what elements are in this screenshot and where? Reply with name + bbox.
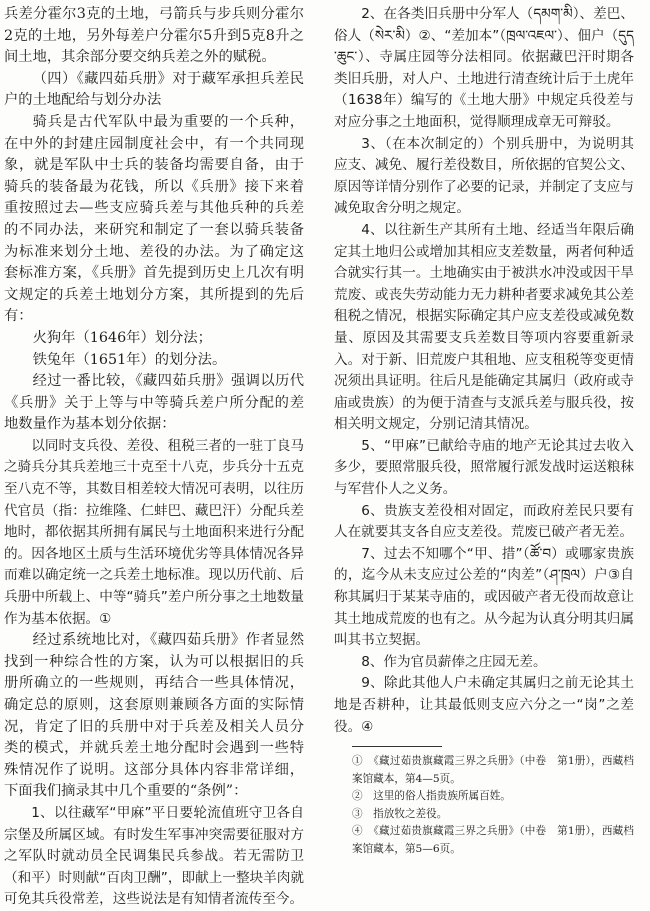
year-1651-line: 铁兔年（1651年）的划分法。 [32, 351, 227, 368]
footnote: ② 这里的俗人指贵族所属百姓。 [352, 790, 511, 803]
left-column [4, 4, 304, 911]
rule-9: 9、除此其他人户未确定其属归之前无论其土地是否耕种，让其最低则支应六分之一“岗”之差役。④ [334, 675, 634, 735]
footnote: ③ 指放牧之差役。 [352, 807, 448, 820]
footnote: ① 《藏过茹贵旗藏霞三界之兵册》（中卷 第1册），西藏档案馆藏本，第4—5页。 [352, 755, 634, 785]
rule-1: 1、以往藏军“甲麻”平日要轮流值班守卫各自宗堡及所属区域。有时发生军事冲突需要征服对方之军队时就动员全民调集民兵参战。若无需防卫（和平）时则献“百肉卫酬”，即献上一整块羊肉就可免其兵役常差，这些说法是有知情者流传至今。 [4, 804, 304, 908]
rule-4: 4、以往新生产其所有土地、经适当年限后确定其土地归公或增加其相应支差数量，两者何种适合就实行其一。土地确实由于被洪水冲没或因干旱荒废、或丧失劳动能力无力耕种者要求减免其公差租税之情况，根据实际确定其户应支差役或减免数量、原因及其需要支兵差数目等项内容要重新录入。对于新、旧荒废户其租地、应支租税等变更情况须出具证明。往后凡是能确定其属归（政府或寺庙或贵族）的为便于清查与支派兵差与服兵役，按相关明文规定，分别记清其情况。 [334, 221, 634, 433]
footnote: ④ 《藏过茹贵旗藏霞三界之兵册》（中卷 第1册），西藏档案馆藏本，第5—6页。 [352, 825, 634, 855]
rule-3: 3、（在本次制定的）个别兵册中，为说明其应支、减免、履行差役数目，所依据的官契公文、原因等详情分别作了必要的记录，并制定了支应与减免取舍分明之规定。 [334, 135, 634, 217]
rule-2: 2、在各类旧兵册中分军人（དམག་མི）、差巴、俗人（སེར་མི）②、“差加本”（ཁྲལ་འཇལ་）、佃户（དུད་ཆུང་）、寺属庄园等分法相同。依据藏巴汗时期各类旧兵册，对人户、土地进行清查统计后于土虎年（1638年）编写的《土地大册》中规定兵役差与对应分事之土地面积，觉得顺理成章无可辩驳。 [334, 6, 635, 130]
rule-7: 7、过去不知哪个“甲、措”（ཚོ་བ）或哪家贵族的，迄今从未支应过公差的“肉差”（ཤ་ཁྲལ）户③自称其属归于某某寺庙的，或因破产者无役而故意让其土地成荒废的也有之。从今起为认真分明其归属叫其书立契据。 [334, 545, 634, 649]
comparison-paragraph: 经过一番比较，《藏四茹兵册》强调以历代《兵册》关于上等与中等骑兵差户所分配的差地数量作为基本划分依据： [4, 373, 304, 433]
system-paragraph: 经过系统地比对，《藏四茹兵册》作者显然找到一种综合性的方案，认为可以根据旧的兵册所确立的一些规则，再结合一些具体情况，确定总的原则，这套原则兼顾各方面的实际情况，肯定了旧的兵册中对于兵差及相关人员分类的模式，并就兵差土地分配时会遇到一些特殊情况作了说明。这部分具体内容非常详细，下面我们摘录其中几个重要的“条例”： [4, 632, 304, 800]
tibetan-term: ཚོ་བ [529, 545, 552, 562]
cavalry-paragraph: 骑兵是古代军队中最为重要的一个兵种，在中外的封建庄园制度社会中，有一个共同现象，就是军队中士兵的装备均需要自备，由于骑兵的装备最为花钱，所以《兵册》接下来着重按照过去—些支应骑兵差与其他兵种的兵差的不同办法，来研究和制定了一套以骑兵装备为标准来划分土地、差役的办法。为了确定这套标准方案，《兵册》首先提到历史上几次有明文规定的兵差土地划分方案，其所提到的先后有： [4, 113, 304, 325]
rule-6: 6、贵族支差役相对固定，而政府差民只要有人在就要其支各自应支差役。荒废已破产者无差。 [334, 502, 634, 541]
intro-paragraph: 兵差分霍尔3克的土地，弓箭兵与步兵则分霍尔2克的土地，另外每差户分霍尔5升到5克8升之间土地，其余部分要交纳兵差之外的赋税。 [4, 6, 304, 66]
footnote-divider [352, 746, 442, 747]
tibetan-term: ཁྲལ་འཇལ་ [506, 27, 557, 44]
tibetan-term: དམག་མི [533, 6, 573, 22]
tibetan-term: ཤ་ཁྲལ [549, 567, 581, 584]
right-column [334, 4, 634, 858]
tibetan-term: སེར་མི [374, 27, 405, 44]
rule-5: 5、“甲麻”已献给寺庙的地产无论其过去收入多少，要照常服兵役，照常履行派发战时运送粮秣与军营仆人之义务。 [334, 437, 634, 498]
year-1646-line: 火狗年（1646年）划分法； [32, 329, 212, 346]
section-heading: （四）《藏四茹兵册》对于藏军承担兵差民户的土地配给与划分办法 [4, 70, 304, 109]
tibetan-term: དུད་ཆུང་ [334, 27, 635, 66]
basis-quote: 以同时支兵役、差役、租税三者的一驻丁良马之骑兵分其兵差地三十克至十八克，步兵分十五克至八克不等，其数目相差较大情况可表明，以往历代官员（指：拉维隆、仁蚌巴、藏巴汗）分配兵差地时，都依据其所拥有属民与土地面积来进行分配的。因各地区土质与生活环境优劣等具体情况各异而难以确定统一之兵差土地标准。现以历代前、后兵册中所载上、中等“骑兵”差户所分事之土地数量作为基本依据。① [4, 437, 304, 627]
rule-8: 8、作为官员薪俸之庄园无差。 [361, 653, 547, 670]
